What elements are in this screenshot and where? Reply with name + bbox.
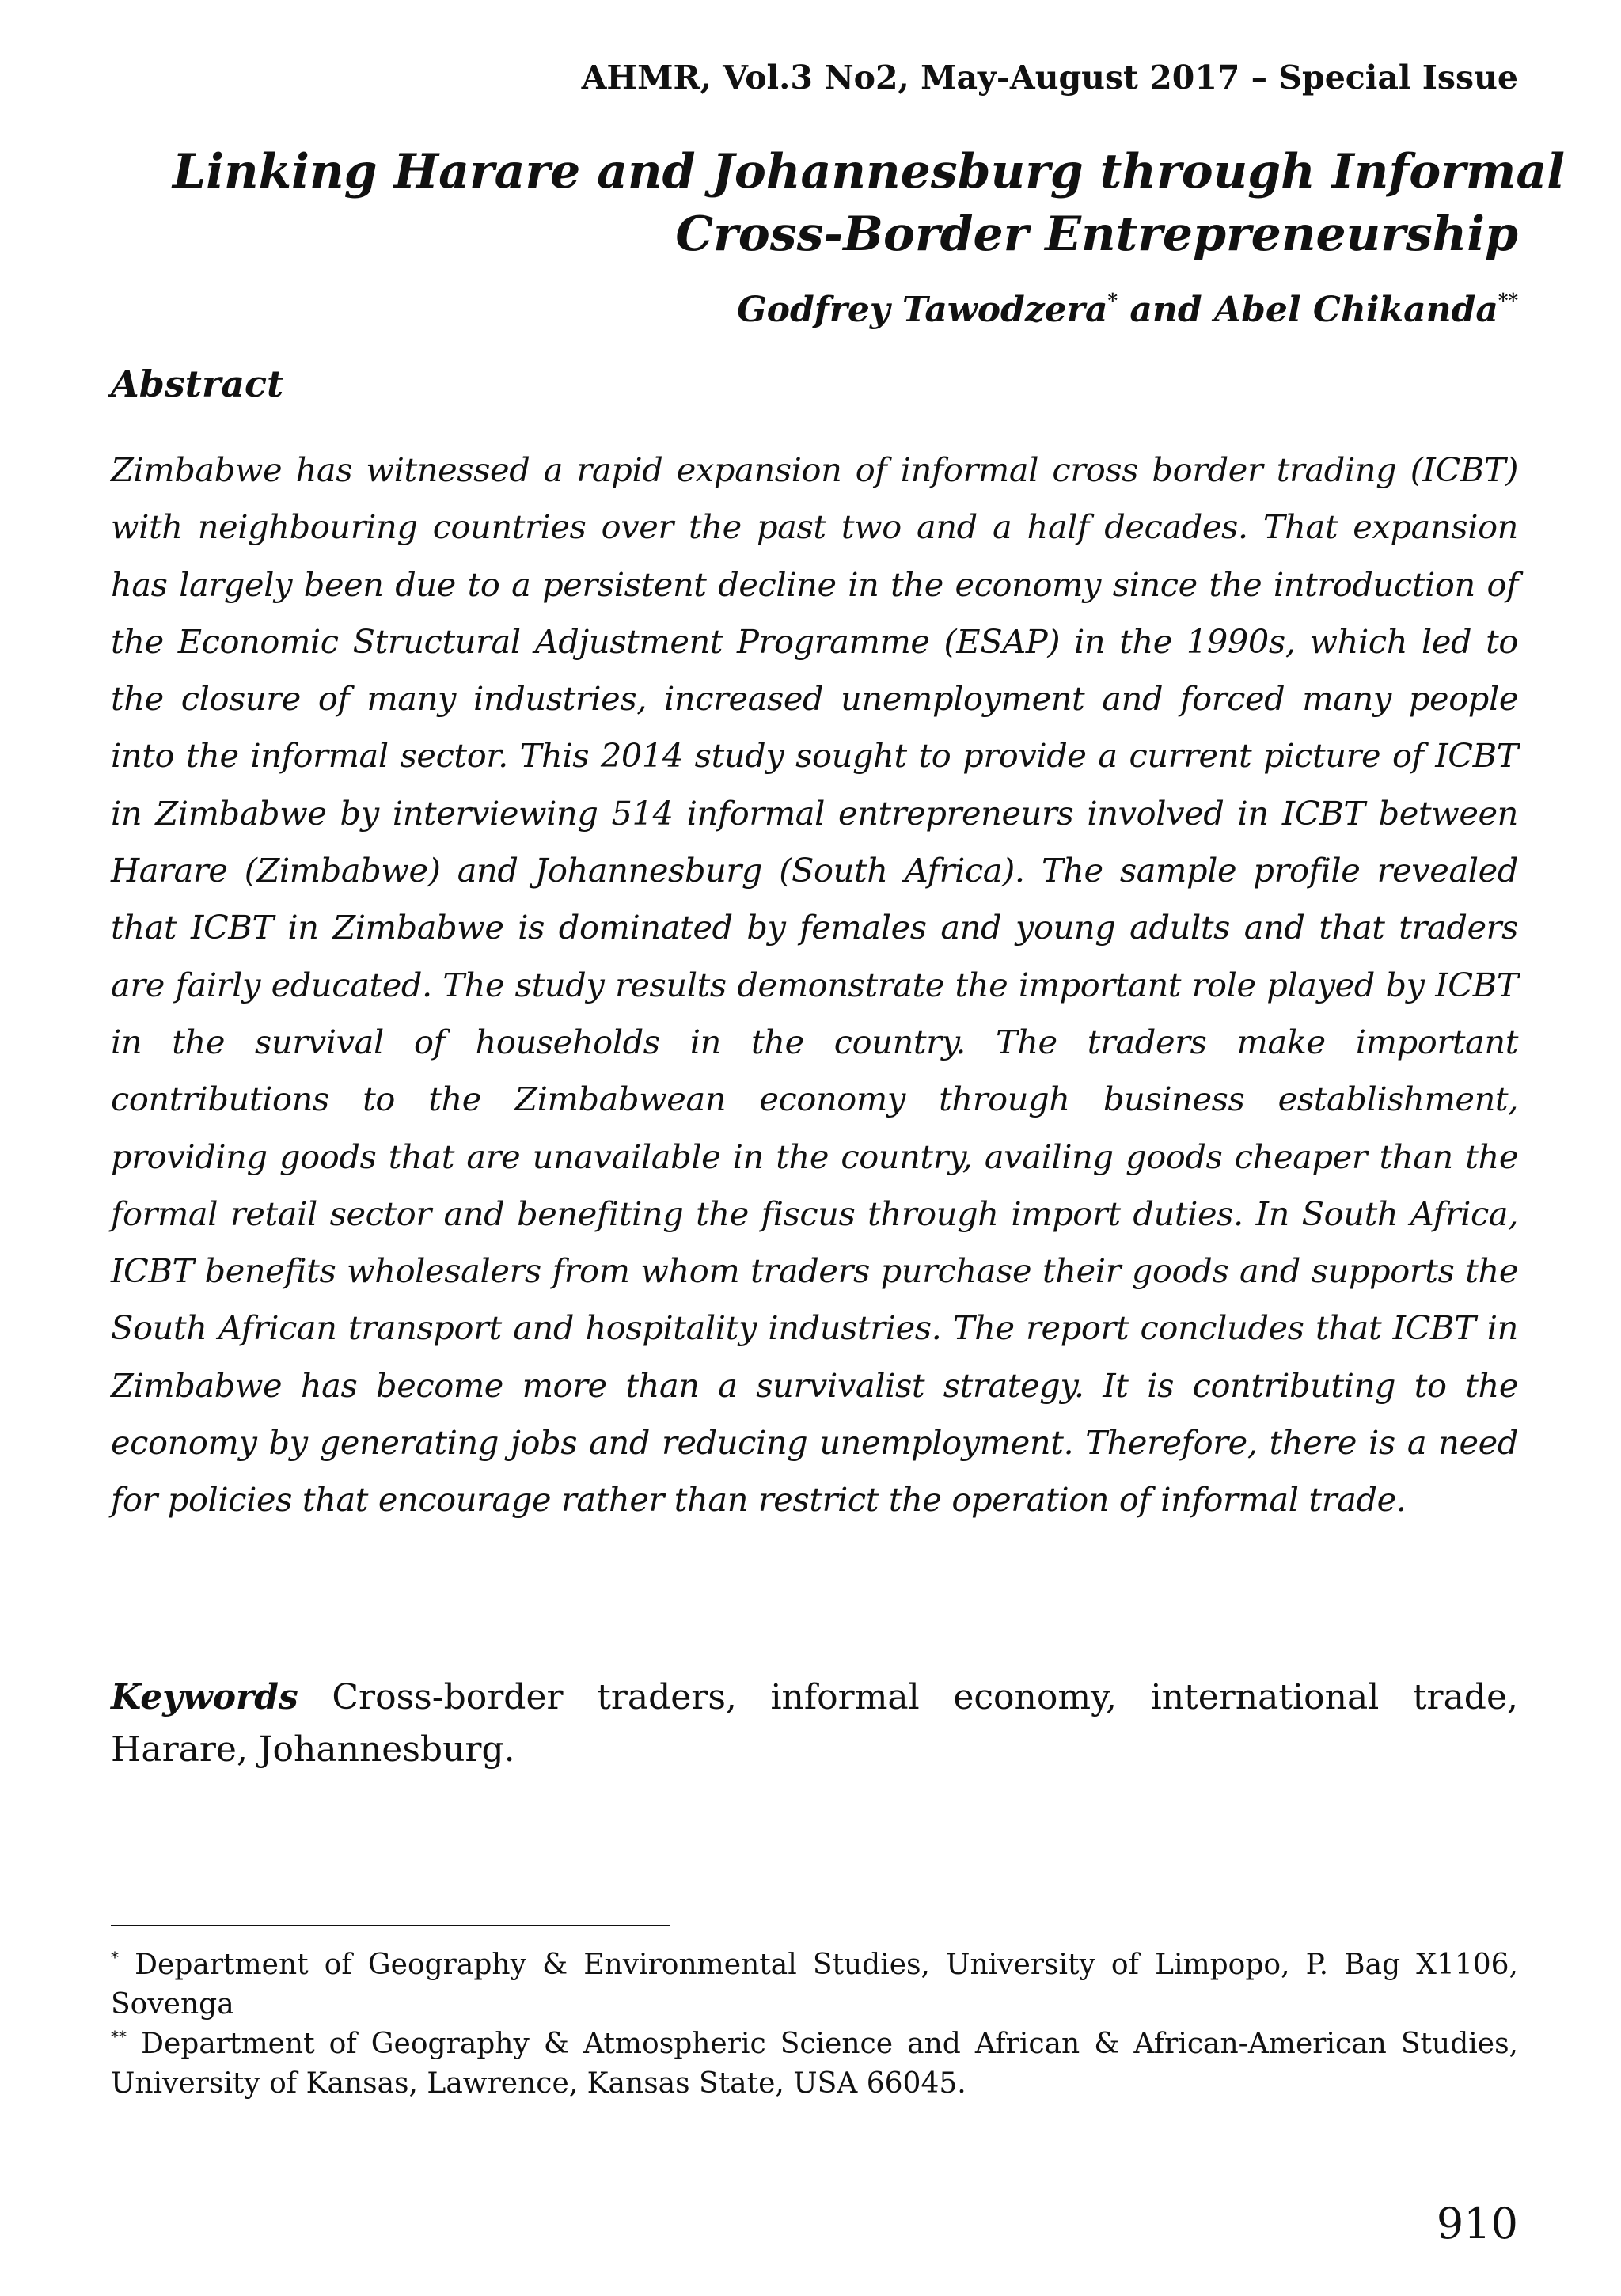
paper-title-line-1: Linking Harare and Johannesburg through Informal [173, 144, 1565, 199]
footnotes [111, 1945, 1518, 2104]
footnote-2-text: Department of Geography & Atmospheric Science and African & African-American Studies, University of Kansas, Lawrence, Kansas State, USA 66045. [111, 2028, 1518, 2100]
footnote-2 [111, 2025, 1518, 2104]
footnote-divider [111, 1925, 670, 1926]
keywords-text: Cross-border traders, informal economy, international trade, Harare, Johannesburg. [111, 1677, 1518, 1770]
paper-page [111, 0, 1565, 2296]
footnote-1 [111, 1945, 1518, 2025]
footnote-1-mark: * [111, 1948, 119, 1967]
paper-title-line-2: Cross-Border Entrepreneurship [675, 207, 1518, 262]
author-conjunction: and [1118, 290, 1214, 330]
keywords-paragraph [111, 1672, 1518, 1776]
paper-title [173, 141, 1565, 266]
keywords-label: Keywords [111, 1677, 298, 1717]
footnote-1-text: Department of Geography & Environmental Studies, University of Limpopo, P. Bag X1106, Sovenga [111, 1949, 1518, 2021]
author-list [737, 290, 1518, 330]
page-number: 910 [1436, 2199, 1518, 2249]
author-2-footnote-mark: ** [1498, 289, 1518, 312]
abstract-heading: Abstract [111, 362, 284, 405]
author-1-footnote-mark: * [1107, 289, 1118, 312]
journal-header: AHMR, Vol.3 No2, May-August 2017 – Special Issue [581, 59, 1518, 97]
abstract-text: Zimbabwe has witnessed a rapid expansion of informal cross border trading (ICBT) with neighbouring countries over the past two and a half decades. That expansion has largely been due to a persistent decline in the economy since the introduction of the Economic Structural Adjustment Programme (ESAP) in the 1990s, which led to the closure of many industries, increased unemployment and forced many people into the informal sector. This 2014 study sought to provide a current picture of ICBT in Zimbabwe by interviewing 514 informal entrepreneurs involved in ICBT between Harare (Zimbabwe) and Johannesburg (South Africa). The sample profile revealed that ICBT in Zimbabwe is dominated by females and young adults and that traders are fairly educated. The study results demonstrate the important role played by ICBT in the survival of households in the country. The traders make important contributions to the Zimbabwean economy through business establishment, providing goods that are unavailable in the country, availing goods cheaper than the formal retail sector and benefiting the fiscus through import duties. In South Africa, ICBT benefits wholesalers from whom traders purchase their goods and supports the South African transport and hospitality industries. The report concludes that ICBT in Zimbabwe has become more than a survivalist strategy. It is contributing to the economy by generating jobs and reducing unemployment. Therefore, there is a need for policies that encourage rather than restrict the operation of informal trade. [111, 450, 1518, 1520]
author-name-1: Godfrey Tawodzera [737, 290, 1108, 330]
author-name-2: Abel Chikanda [1213, 290, 1498, 330]
footnote-2-mark: ** [111, 2027, 127, 2046]
